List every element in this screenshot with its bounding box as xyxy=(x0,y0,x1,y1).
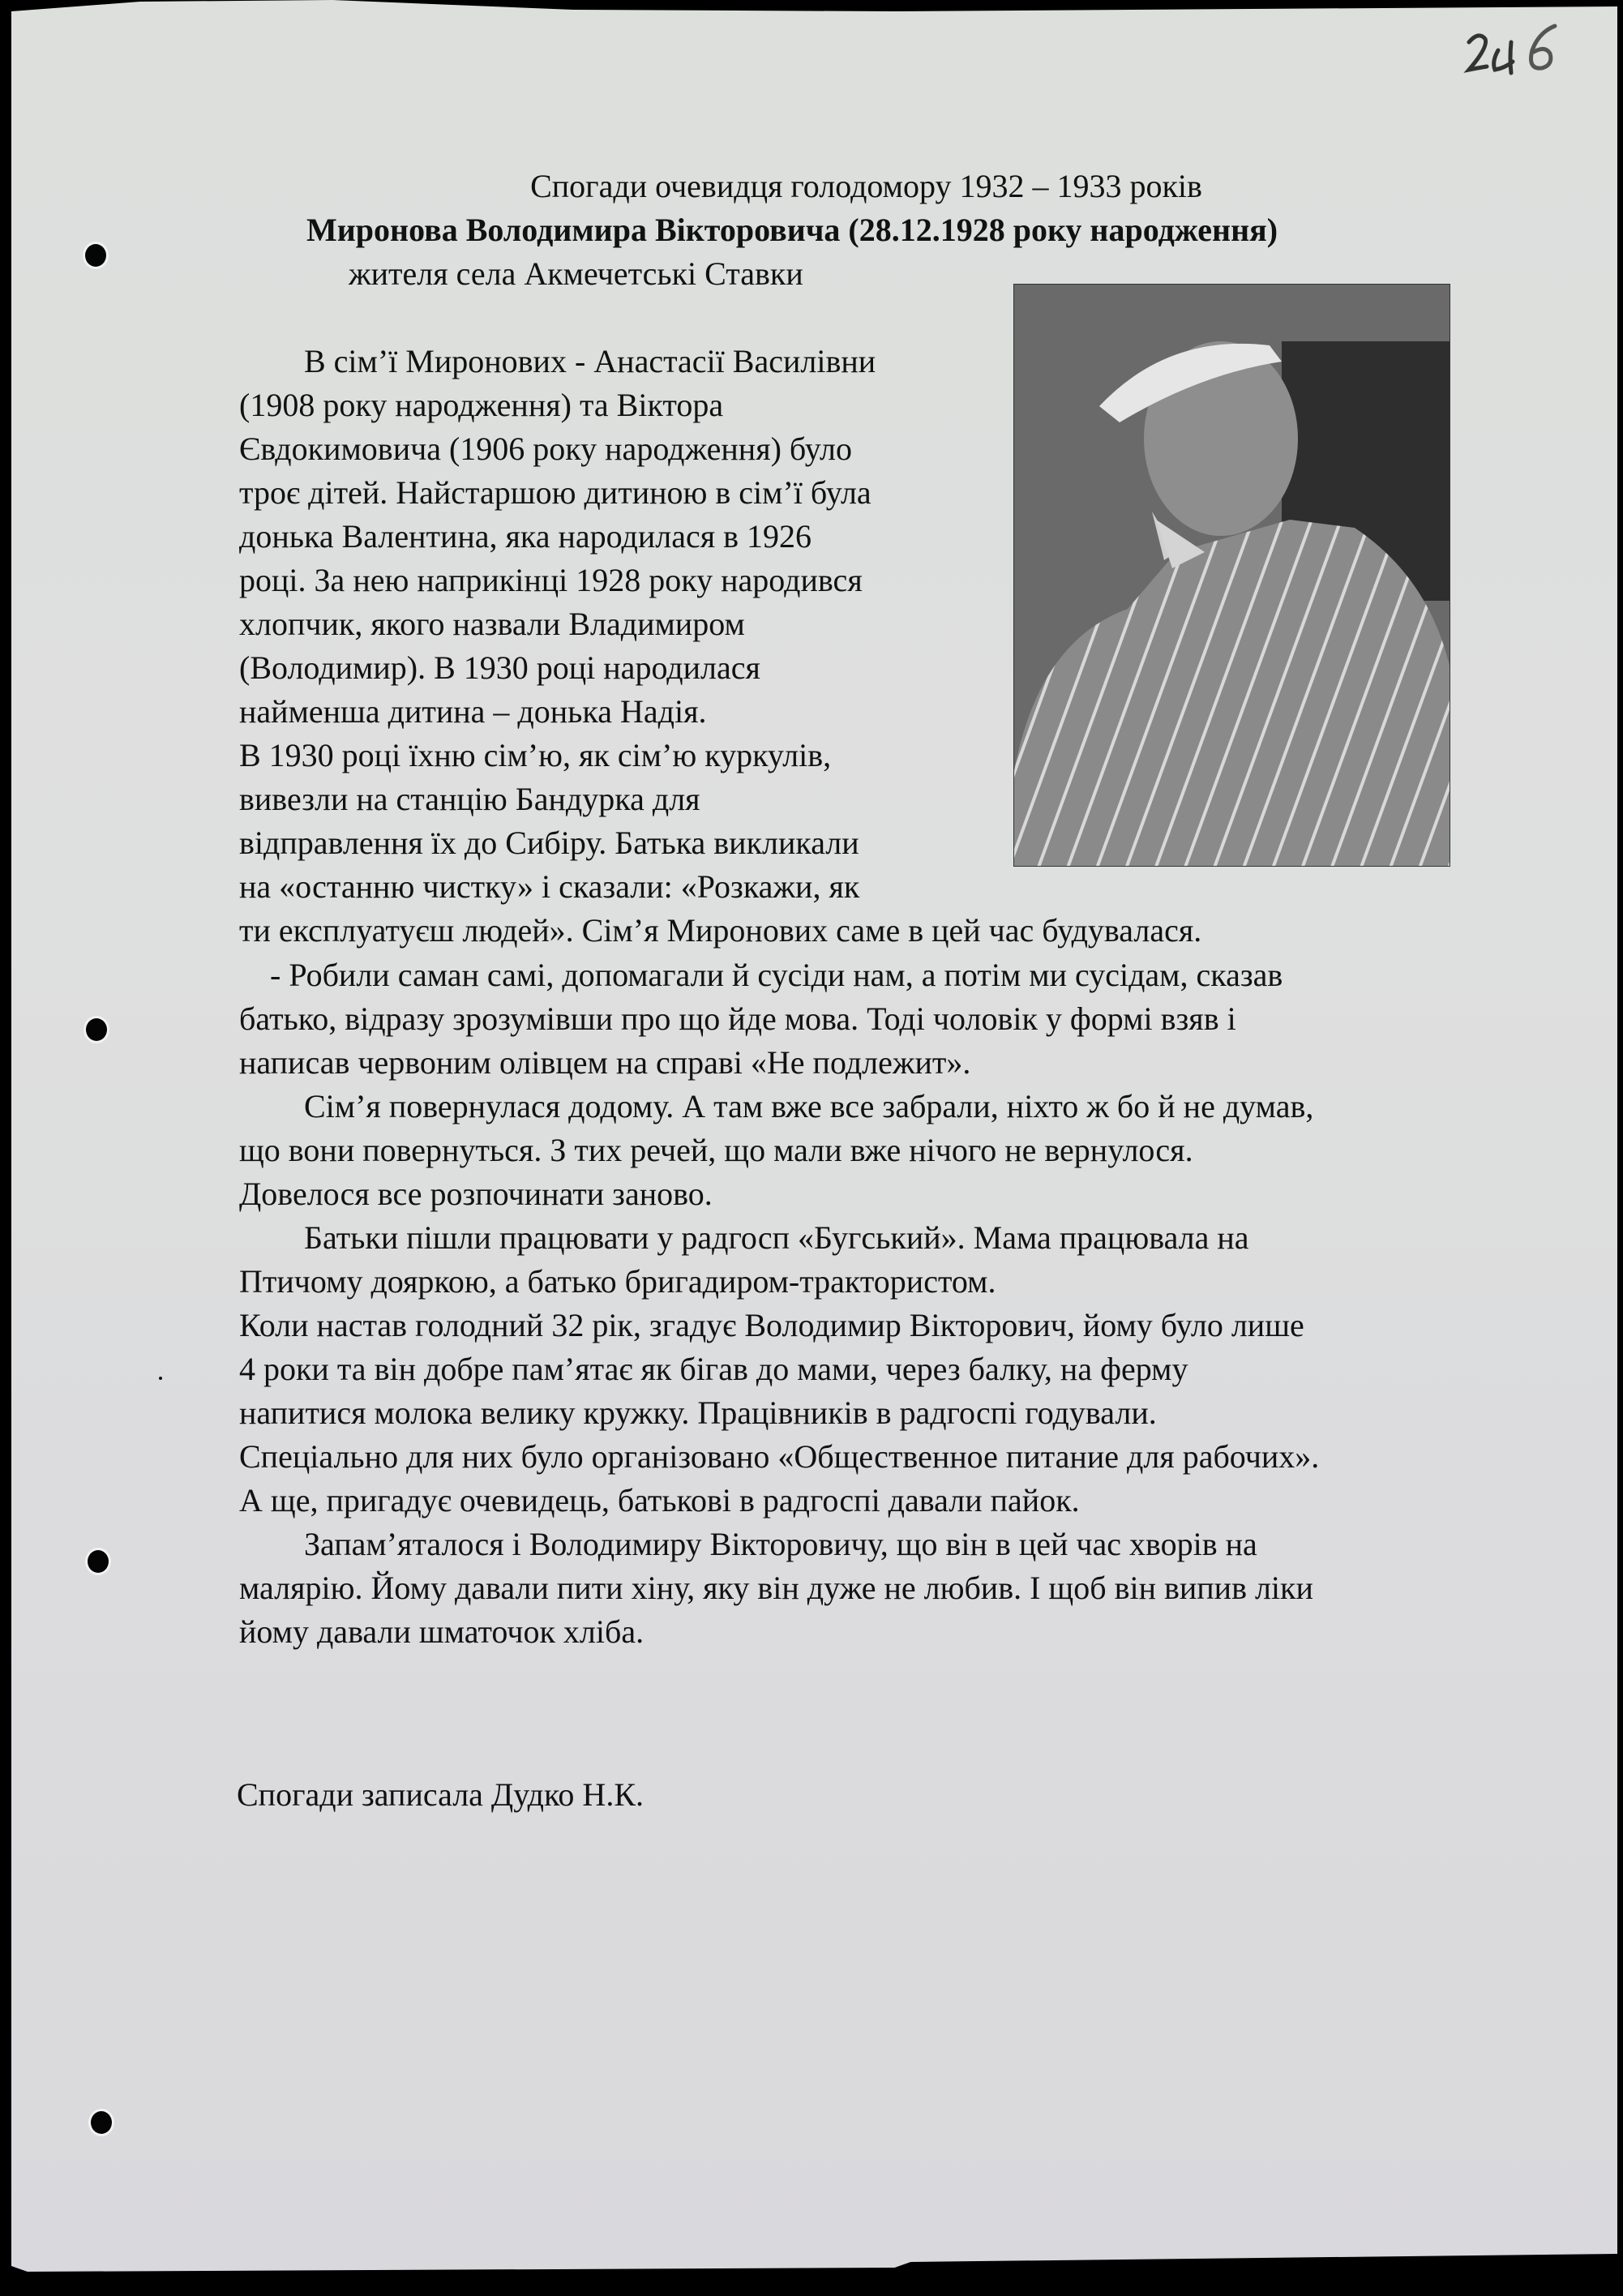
body-text-line: малярію. Йому давали пити хіну, яку він дуже не любив. І щоб він випив ліки xyxy=(239,1570,1313,1606)
body-text-line: найменша дитина – донька Надія. xyxy=(239,693,707,730)
punch-hole xyxy=(85,244,106,267)
body-text-line: напитися молока велику кружку. Працівників в радгоспі годували. xyxy=(239,1394,1157,1431)
subject-name: Миронова Володимира Вікторовича (28.12.1928 року народження) xyxy=(306,212,1278,248)
body-text-line: донька Валентина, яка народилася в 1926 xyxy=(239,518,812,555)
body-text-line: троє дітей. Найстаршою дитиною в сім’ї була xyxy=(239,474,871,511)
subject-residence: жителя села Акмечетські Ставки xyxy=(349,255,803,292)
body-text-line: В сім’ї Миронових - Анастасії Василівни xyxy=(304,343,876,379)
portrait-photo xyxy=(1013,284,1450,867)
portrait-photo-icon xyxy=(1014,285,1450,866)
page-number-handwriting-icon xyxy=(1451,18,1573,83)
punch-hole xyxy=(88,1550,109,1573)
body-text-line: що вони повернуться. З тих речей, що мали вже нічого не вернулося. xyxy=(239,1132,1193,1168)
body-text-line: на «останню чистку» і сказали: «Розкажи, як xyxy=(239,868,860,905)
body-text-line: Запам’яталося і Володимиру Вікторовичу, що він в цей час хворів на xyxy=(304,1526,1257,1562)
body-text-line: вивезли на станцію Бандурка для xyxy=(239,781,700,817)
body-text-line: написав червоним олівцем на справі «Не подлежит». xyxy=(239,1044,971,1081)
body-text-line: Спеціально для них було організовано «Общественное питание для рабочих». xyxy=(239,1438,1320,1475)
body-text-line: Сім’я повернулася додому. А там вже все забрали, ніхто ж бо й не думав, xyxy=(304,1088,1314,1124)
body-text-line: батько, відразу зрозумівши про що йде мова. Тоді чоловік у формі взяв і xyxy=(239,1000,1236,1037)
paper-speck xyxy=(159,1377,162,1380)
body-text-line: - Робили саман самі, допомагали й сусіди нам, а потім ми сусідам, сказав xyxy=(270,957,1283,993)
body-text-line: йому давали шматочок хліба. xyxy=(239,1613,644,1650)
body-text-line: році. За нею наприкінці 1928 року народився xyxy=(239,562,863,598)
body-text-line: В 1930 році їхню сім’ю, як сім’ю куркулів, xyxy=(239,737,832,773)
body-text-line: хлопчик, якого назвали Владимиром xyxy=(239,606,745,642)
body-text-line: ти експлуатуєш людей». Сім’я Миронових саме в цей час будувалася. xyxy=(239,912,1202,949)
body-text-line: А ще, пригадує очевидець, батькові в радгоспі давали пайок. xyxy=(239,1482,1080,1519)
punch-hole xyxy=(86,1018,107,1041)
body-text-line: Довелося все розпочинати заново. xyxy=(239,1176,713,1212)
document-title: Спогади очевидця голодомору 1932 – 1933 років xyxy=(530,168,1202,204)
body-text-line: відправлення їх до Сибіру. Батька викликали xyxy=(239,825,859,861)
recorder-signature: Спогади записала Дудко Н.К. xyxy=(237,1776,644,1813)
body-text-line: 4 роки та він добре пам’ятає як бігав до мами, через балку, на ферму xyxy=(239,1351,1188,1387)
punch-hole xyxy=(91,2111,112,2134)
handwritten-page-number xyxy=(1451,18,1573,83)
body-text-line: Батьки пішли працювати у радгосп «Бугський». Мама працювала на xyxy=(304,1219,1249,1256)
body-text-line: Коли настав голодний 32 рік, згадує Володимир Вікторович, йому було лише xyxy=(239,1307,1304,1343)
body-text-line: Євдокимовича (1906 року народження) було xyxy=(239,430,852,467)
body-text-line: Птичому дояркою, а батько бригадиром-трактористом. xyxy=(239,1263,996,1300)
body-text-line: (Володимир). В 1930 році народилася xyxy=(239,649,760,686)
body-text-line: (1908 року народження) та Віктора xyxy=(239,387,724,423)
